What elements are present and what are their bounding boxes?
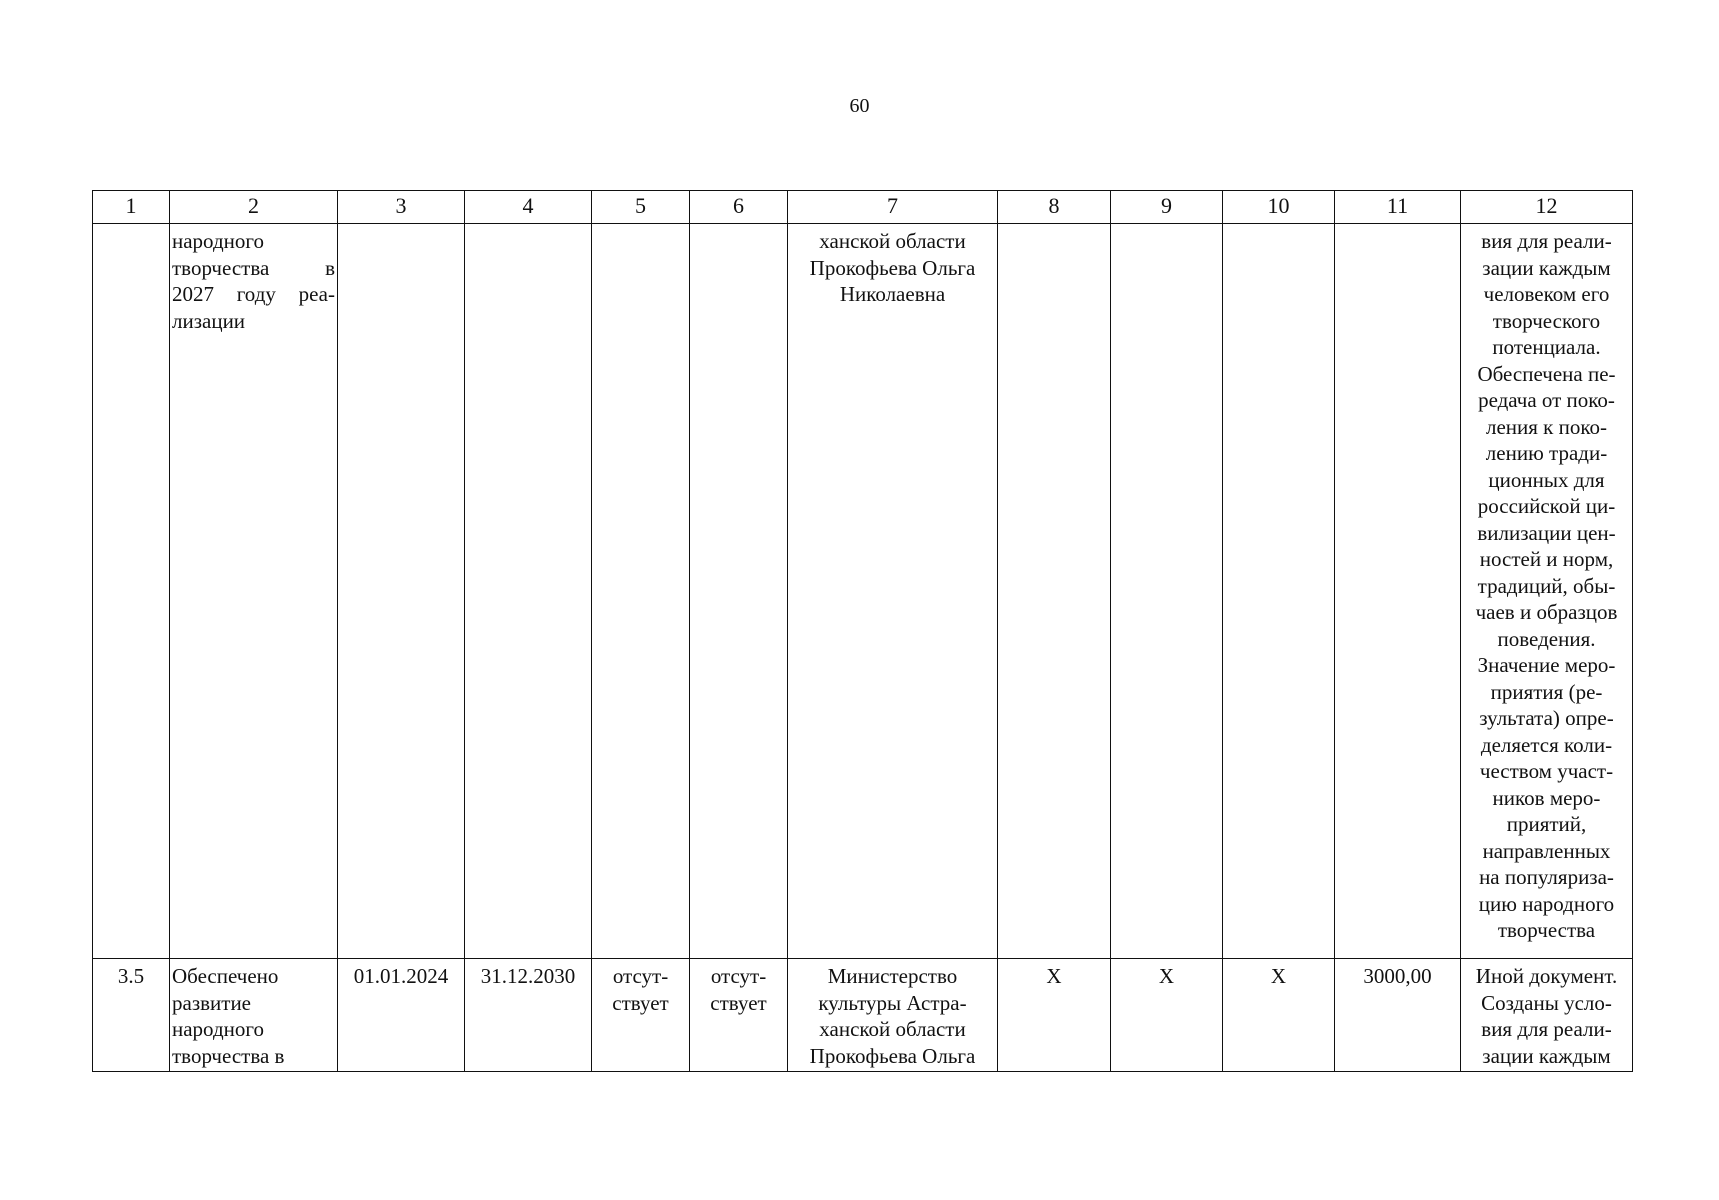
responsible-text: Министерство культуры Астра- ханской области Прокофьева Ольга (809, 964, 976, 1068)
cell-start-date (338, 959, 465, 1072)
cell-col-8 (998, 959, 1111, 1072)
cell-continued-col-10 (1223, 224, 1335, 959)
row-number-text: 3.5 (117, 964, 145, 988)
budget-text: 3000,00 (1363, 964, 1432, 988)
table-row-continued (93, 224, 1633, 959)
col9-text: X (1158, 964, 1175, 988)
cell-result (1461, 959, 1633, 1072)
header-col-1: 1 (93, 191, 170, 224)
header-col-7: 7 (788, 191, 998, 224)
header-col-11: 11 (1335, 191, 1461, 224)
end-date-text: 31.12.2030 (480, 964, 576, 988)
table-header-row (93, 191, 1633, 224)
cell-continued-col-6 (690, 224, 788, 959)
cell-col-6 (690, 959, 788, 1072)
continued-responsible-text: ханской области Прокофьева Ольга Николаевна (809, 229, 976, 306)
cell-continued-col-2 (170, 224, 338, 959)
header-col-3: 3 (338, 191, 465, 224)
cell-col-10 (1223, 959, 1335, 1072)
cell-measure-name (170, 959, 338, 1072)
cell-col-9 (1111, 959, 1223, 1072)
cell-row-number (93, 959, 170, 1072)
cell-continued-col-11 (1335, 224, 1461, 959)
cell-col-5 (592, 959, 690, 1072)
cell-end-date (465, 959, 592, 1072)
continued-col2-line-4: лизации (172, 308, 246, 333)
start-date-text: 01.01.2024 (353, 964, 449, 988)
header-col-4: 4 (465, 191, 592, 224)
cell-responsible (788, 959, 998, 1072)
header-col-12: 12 (1461, 191, 1633, 224)
cell-continued-col-7 (788, 224, 998, 959)
continued-col2-line-3: 2027 году реа- (172, 282, 335, 306)
header-col-9: 9 (1111, 191, 1223, 224)
cell-continued-col-1 (93, 224, 170, 959)
cell-continued-col-9 (1111, 224, 1223, 959)
cell-continued-col-3 (338, 224, 465, 959)
cell-budget (1335, 959, 1461, 1072)
measures-table (92, 190, 1633, 1072)
col6-text: отсут- ствует (710, 964, 767, 1015)
measure-name-text: Обеспечено развитие народного творчества в (172, 964, 285, 1068)
cell-continued-col-4 (465, 224, 592, 959)
cell-continued-col-5 (592, 224, 690, 959)
result-text: Иной документ. Созданы усло- вия для реали- зации каждым (1475, 964, 1618, 1068)
header-col-5: 5 (592, 191, 690, 224)
header-col-8: 8 (998, 191, 1111, 224)
continued-col2-line-1: народного (172, 229, 264, 253)
continued-col2-line-2: творчества в (172, 255, 335, 280)
header-col-6: 6 (690, 191, 788, 224)
col10-text: X (1270, 964, 1287, 988)
table-row-3-5 (93, 959, 1633, 1072)
col5-text: отсут- ствует (612, 964, 669, 1015)
cell-continued-col-8 (998, 224, 1111, 959)
header-col-10: 10 (1223, 191, 1335, 224)
header-col-2: 2 (170, 191, 338, 224)
continued-result-text: вия для реали- зации каждым человеком его творческого потенциала. Обеспечена пе- редача от поко- ления к поко- лению тради- ционных для российской ци- вилизации цен- ностей и норм, традиций, обы- чаев и образцов поведения. Значение меро- приятия (ре- зультата) опре- деляется коли- чеством участ- ников меро- приятий, направленных на популяриза- цию народного творчества (1475, 229, 1618, 942)
page-number: 60 (849, 95, 870, 117)
cell-continued-col-12 (1461, 224, 1633, 959)
col8-text: X (1046, 964, 1062, 988)
